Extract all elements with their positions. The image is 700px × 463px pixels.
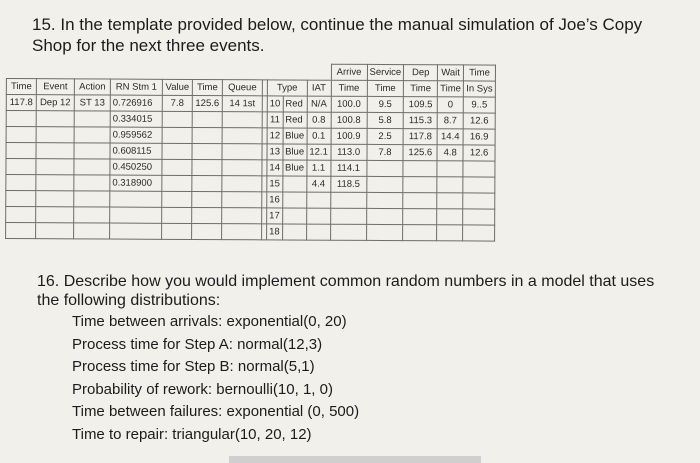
table-cell bbox=[463, 225, 495, 241]
header-value: Value bbox=[162, 79, 192, 95]
table-cell bbox=[403, 161, 437, 177]
table-cell bbox=[222, 144, 262, 160]
table-cell bbox=[437, 161, 463, 177]
simulation-table-body bbox=[6, 95, 496, 242]
table-cell: 118.5 bbox=[330, 176, 366, 192]
table-cell: 10 bbox=[267, 96, 283, 112]
table-cell: 7.8 bbox=[162, 95, 192, 111]
table-cell bbox=[74, 127, 110, 143]
table-cell: Dep 12 bbox=[36, 95, 74, 111]
header-time-2: Time bbox=[192, 79, 222, 95]
table-cell bbox=[192, 127, 222, 143]
table-cell bbox=[366, 192, 403, 208]
table-cell bbox=[36, 111, 74, 127]
table-cell: 100.0 bbox=[331, 96, 367, 112]
table-cell bbox=[222, 208, 262, 224]
table-cell bbox=[74, 175, 110, 191]
table-cell: 14 bbox=[267, 160, 283, 176]
table-cell: 9..5 bbox=[463, 97, 495, 113]
distribution-list bbox=[72, 311, 359, 446]
table-cell bbox=[6, 207, 36, 223]
table-cell bbox=[437, 209, 463, 225]
table-cell bbox=[74, 223, 110, 239]
header-wait-time: Time bbox=[438, 81, 464, 97]
header-iat: IAT bbox=[307, 80, 331, 96]
table-cell bbox=[437, 193, 463, 209]
table-cell: 0.318900 bbox=[110, 175, 162, 191]
table-cell: 0.334015 bbox=[110, 111, 162, 127]
table-cell: 0.450250 bbox=[110, 159, 162, 175]
table-cell bbox=[36, 127, 74, 143]
table-cell: 117.8 bbox=[403, 129, 437, 145]
table-cell bbox=[6, 175, 36, 191]
table-cell bbox=[192, 191, 222, 207]
table-cell: N/A bbox=[307, 96, 331, 112]
table-cell bbox=[192, 143, 222, 159]
table-cell bbox=[366, 160, 403, 176]
table-cell: 0 bbox=[438, 97, 464, 113]
table-cell bbox=[6, 143, 36, 159]
table-cell bbox=[403, 193, 437, 209]
scroll-indicator-bar bbox=[229, 456, 481, 463]
distribution-item: Process time for Step A: normal(12,3) bbox=[72, 335, 323, 353]
table-cell bbox=[463, 177, 495, 193]
distribution-item: Time between arrivals: exponential(0, 20) bbox=[72, 313, 347, 330]
table-cell bbox=[282, 176, 306, 192]
header-in-sys: In Sys bbox=[463, 81, 495, 97]
table-cell bbox=[282, 208, 306, 224]
table-cell bbox=[36, 207, 74, 223]
table-cell bbox=[306, 224, 330, 240]
distribution-item: Process time for Step B: normal(5,1) bbox=[72, 358, 315, 375]
table-cell bbox=[74, 143, 110, 159]
table-cell bbox=[306, 208, 330, 224]
header-dep: Dep bbox=[404, 65, 438, 81]
table-cell: 125.6 bbox=[192, 95, 222, 111]
distribution-item: Time between failures: exponential (0, 500) bbox=[72, 403, 360, 420]
table-cell: Blue bbox=[283, 128, 307, 144]
table-cell: 117.8 bbox=[6, 95, 36, 111]
table-cell bbox=[366, 224, 403, 240]
table-cell bbox=[437, 225, 463, 241]
header-event: Event bbox=[36, 79, 74, 95]
header-type: Type bbox=[267, 80, 307, 96]
table-cell bbox=[222, 112, 262, 128]
table-cell bbox=[222, 176, 262, 192]
header-time: Time bbox=[6, 79, 36, 95]
table-cell bbox=[330, 224, 366, 240]
header-arrive-time: Time bbox=[331, 80, 367, 96]
table-cell: 0.726916 bbox=[110, 95, 162, 111]
table-cell bbox=[36, 159, 74, 175]
table-cell: 16.9 bbox=[463, 129, 495, 145]
table-cell: 9.5 bbox=[367, 96, 404, 112]
table-cell bbox=[222, 160, 262, 176]
table-cell: 13 bbox=[267, 144, 283, 160]
table-cell: 4.8 bbox=[437, 145, 463, 161]
table-cell bbox=[437, 177, 463, 193]
table-cell bbox=[463, 161, 495, 177]
table-row bbox=[6, 223, 495, 242]
table-cell bbox=[330, 208, 366, 224]
table-cell bbox=[330, 192, 366, 208]
table-cell bbox=[366, 208, 403, 224]
table-cell: 7.8 bbox=[367, 144, 404, 160]
table-cell: Red bbox=[283, 96, 307, 112]
table-cell bbox=[110, 223, 162, 239]
table-cell bbox=[36, 143, 74, 159]
table-cell bbox=[162, 159, 192, 175]
table-cell: 12.1 bbox=[307, 144, 331, 160]
table-cell bbox=[222, 128, 262, 144]
table-cell: 113.0 bbox=[331, 144, 367, 160]
table-cell: 114.1 bbox=[331, 160, 367, 176]
header-wait: Wait bbox=[438, 65, 464, 81]
table-cell bbox=[36, 175, 74, 191]
table-cell bbox=[162, 143, 192, 159]
table-cell bbox=[192, 207, 222, 223]
table-cell bbox=[162, 127, 192, 143]
table-cell bbox=[403, 209, 437, 225]
table-cell: 8.7 bbox=[437, 113, 463, 129]
table-cell: 11 bbox=[267, 112, 283, 128]
table-cell bbox=[403, 225, 437, 241]
header-dep-time: Time bbox=[404, 81, 438, 97]
table-cell bbox=[74, 159, 110, 175]
header-queue: Queue bbox=[222, 80, 262, 96]
table-cell bbox=[6, 223, 36, 239]
table-cell bbox=[403, 177, 437, 193]
table-cell: 0.1 bbox=[307, 128, 331, 144]
table-cell: 0.8 bbox=[307, 112, 331, 128]
header-arrive: Arrive bbox=[331, 64, 367, 80]
table-cell: 4.4 bbox=[306, 176, 330, 192]
header-service-time: Time bbox=[367, 80, 404, 96]
table-cell: 12.6 bbox=[463, 113, 495, 129]
table-cell: 18 bbox=[267, 224, 283, 240]
table-cell: 2.5 bbox=[367, 128, 404, 144]
distribution-item: Probability of rework: bernoulli(10, 1, 0) bbox=[72, 380, 333, 398]
table-cell: 12 bbox=[267, 128, 283, 144]
table-cell: 0.959562 bbox=[110, 127, 162, 143]
header-action: Action bbox=[74, 79, 110, 95]
table-cell bbox=[6, 127, 36, 143]
header-service: Service bbox=[367, 64, 404, 80]
table-cell: 0.608115 bbox=[110, 143, 162, 159]
table-cell bbox=[36, 223, 74, 239]
table-cell bbox=[282, 192, 306, 208]
table-cell bbox=[366, 176, 403, 192]
header-rn-stm: RN Stm 1 bbox=[110, 79, 162, 95]
table-cell bbox=[162, 207, 192, 223]
table-cell: 14.4 bbox=[437, 129, 463, 145]
table-cell bbox=[6, 159, 36, 175]
table-cell bbox=[6, 191, 36, 207]
table-cell: ST 13 bbox=[74, 95, 110, 111]
table-cell: 109.5 bbox=[404, 97, 438, 113]
table-cell: 125.6 bbox=[403, 145, 437, 161]
table-cell: 17 bbox=[267, 208, 283, 224]
table-cell bbox=[74, 111, 110, 127]
table-cell bbox=[162, 191, 192, 207]
table-cell bbox=[192, 159, 222, 175]
table-cell: Red bbox=[283, 112, 307, 128]
table-cell bbox=[36, 191, 74, 207]
table-cell: 15 bbox=[267, 176, 283, 192]
table-cell bbox=[463, 193, 495, 209]
table-cell bbox=[162, 111, 192, 127]
table-cell bbox=[192, 111, 222, 127]
table-cell: 12.6 bbox=[463, 145, 495, 161]
table-cell: Blue bbox=[283, 144, 307, 160]
table-cell bbox=[110, 207, 162, 223]
table-cell bbox=[192, 175, 222, 191]
distribution-item: Time to repair: triangular(10, 20, 12) bbox=[72, 425, 312, 443]
simulation-table-wrapper bbox=[5, 62, 496, 242]
table-cell: 16 bbox=[267, 192, 283, 208]
table-cell bbox=[6, 111, 36, 127]
table-cell: Blue bbox=[282, 160, 306, 176]
table-cell bbox=[74, 207, 110, 223]
table-cell: 1.1 bbox=[307, 160, 331, 176]
table-cell bbox=[162, 175, 192, 191]
question-16-text: 16. Describe how you would implement common random numbers in a model that uses the following distributions: bbox=[37, 273, 655, 309]
table-cell: 14 1st bbox=[222, 96, 262, 112]
table-cell bbox=[222, 192, 262, 208]
table-cell bbox=[110, 191, 162, 207]
question-15-text: 15. In the template provided below, continue the manual simulation of Joe’s Copy Shop for the next three events. bbox=[32, 15, 643, 55]
table-cell bbox=[282, 224, 306, 240]
table-cell: 100.8 bbox=[331, 112, 367, 128]
table-cell bbox=[463, 209, 495, 225]
table-cell: 115.3 bbox=[403, 113, 437, 129]
table-cell bbox=[222, 224, 262, 240]
table-cell bbox=[306, 192, 330, 208]
table-cell bbox=[74, 191, 110, 207]
table-cell: 100.9 bbox=[331, 128, 367, 144]
table-cell bbox=[192, 223, 222, 239]
simulation-table bbox=[5, 62, 496, 242]
table-cell: 5.8 bbox=[367, 112, 404, 128]
table-cell bbox=[162, 223, 192, 239]
header-time-top: Time bbox=[463, 65, 495, 81]
